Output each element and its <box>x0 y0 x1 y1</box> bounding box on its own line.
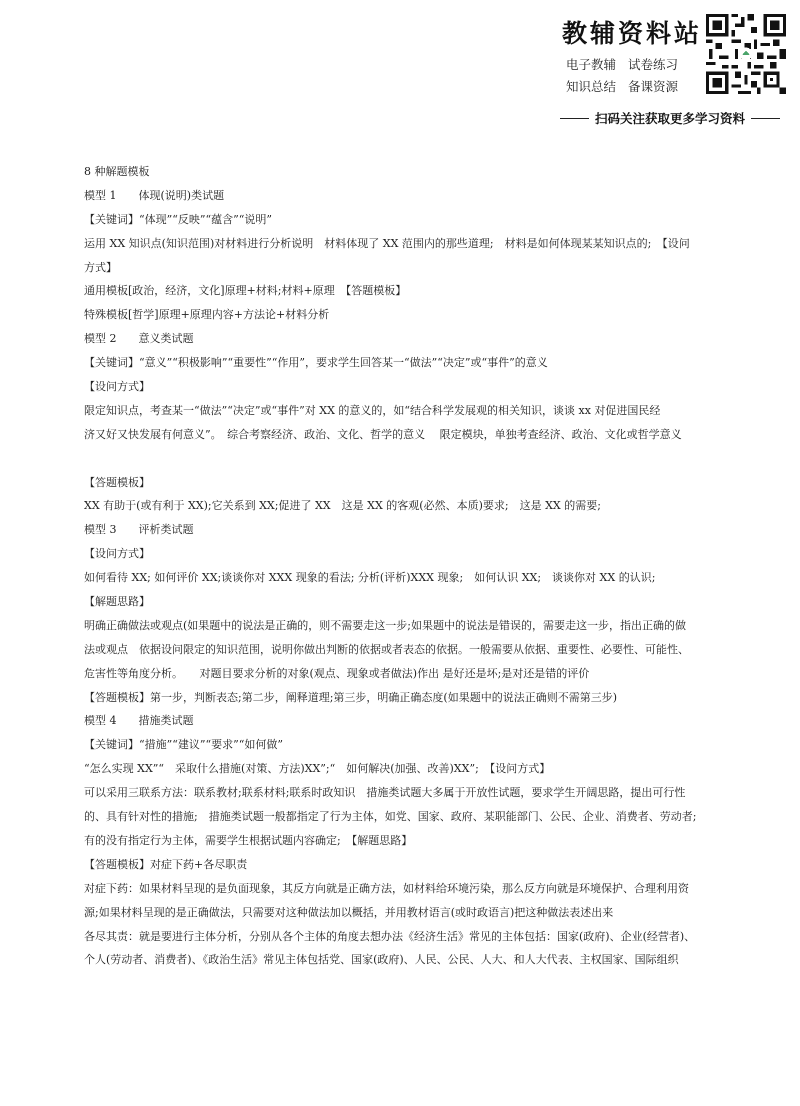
text-line: 对症下药：如果材料呈现的是负面现象，其反方向就是正确方法，如材料给环境污染，那么反方向就是环境保护、合理利用资 <box>84 881 689 895</box>
text-line: 有的没有指定行为主体，需要学生根据试题内容确定; 【解题思路】 <box>84 833 413 847</box>
text-line: 可以采用三联系方法：联系教材;联系材料;联系时政知识 措施类试题大多属于开放性试题，要求学生开阔思路，提出可行性 <box>84 786 686 800</box>
section-heading: 模型 1 体现(说明)类试题 <box>84 188 225 202</box>
text-line: 各尽其责：就是要进行主体分析，分别从各个主体的角度去想办法《经济生活》常见的主体包括：国家(政府)、企业(经营者)、 <box>84 929 696 943</box>
brand-title: 教辅资料站 <box>562 19 703 48</box>
qr-code-icon <box>706 14 786 94</box>
text-line: 明确正确做法或观点(如果题中的说法是正确的，则不需要走这一步;如果题中的说法是错误的，需要走这一步，指出正确的做 <box>84 618 686 632</box>
text-line: 源;如果材料呈现的是正确做法，只需要对这种做法加以概括，并用教材语言(或时政语言)把这种做法表述出来 <box>84 905 614 919</box>
text-line: 方式】 <box>84 260 117 274</box>
divider <box>751 118 780 119</box>
tag-item: 试卷练习 <box>628 57 679 72</box>
text-line: 【关键词】“措施”“建议”“要求”“如何做” <box>84 738 283 752</box>
text-line: 如何看待 XX; 如何评价 XX;谈谈你对 XXX 现象的看法; 分析(评析)XXX 现象; 如何认识 XX; 谈谈你对 XX 的认识; <box>84 571 656 585</box>
text-line: 运用 XX 知识点(知识范围)对材料进行分析说明 材料体现了 XX 范围内的那些道理; 材料是如何体现某某知识点的; 【设问 <box>84 236 690 250</box>
brand-tags <box>566 55 701 95</box>
text-line: 限定知识点，考查某一“做法”“决定”或“事件”对 XX 的意义的，如“结合科学发展观的相关知识，谈谈 xx 对促进国民经 <box>84 403 661 417</box>
text-line: “怎么实现 XX”“ 采取什么措施(对策、方法)XX”;“ 如何解决(加强、改善)XX”; 【设问方式】 <box>84 762 551 776</box>
text-line: XX 有助于(或有利于 XX);它关系到 XX;促进了 XX 这是 XX 的客观(必然、本质)要求; 这是 XX 的需要; <box>84 499 601 513</box>
text-line: 法或观点 依据设问限定的知识范围，说明你做出判断的依据或者表态的依据。一般需要从依据、重要性、必要性、可能性、 <box>84 642 689 656</box>
section-heading: 模型 2 意义类试题 <box>84 332 194 346</box>
text-line: 【关键词】“意义”“积极影响”“重要性”“作用”，要求学生回答某一“做法”“决定”或“事件”的意义 <box>84 356 548 370</box>
text-line: 危害性等角度分析。 对题目要求分析的对象(观点、现象或者做法)作出 是好还是坏;是对还是错的评价 <box>84 666 590 680</box>
text-line: 通用模板[政治，经济，文化]原理+材料;材料+原理 【答题模板】 <box>84 284 407 298</box>
text-line: 【答题模板】对症下药+各尽职责 <box>84 857 248 871</box>
divider <box>560 118 589 119</box>
text-line: 【关键词】“体现”“反映”“蕴含”“说明” <box>84 212 272 226</box>
text-line: 个人(劳动者、消费者)、《政治生活》常见主体包括党、国家(政府)、人民、公民、人大、和人大代表、主权国家、国际组织 <box>84 953 679 967</box>
text-line: 【设问方式】 <box>84 380 150 394</box>
text-line: 【解题思路】 <box>84 595 150 609</box>
page-header <box>0 0 800 135</box>
slogan <box>560 109 780 127</box>
blank-line <box>84 447 732 471</box>
text-line: 【设问方式】 <box>84 547 150 561</box>
section-heading: 模型 4 措施类试题 <box>84 714 194 728</box>
doc-title: 8 种解题模板 <box>84 165 150 178</box>
section-heading: 模型 3 评析类试题 <box>84 523 194 537</box>
text-line: 特殊模板[哲学]原理+原理内容+方法论+材料分析 <box>84 308 330 322</box>
text-line: 的、具有针对性的措施; 措施类试题一般都指定了行为主体，如党、国家、政府、某职能部门、公民、企业、消费者、劳动者; <box>84 810 697 824</box>
text-line: 【答题模板】 <box>84 475 150 489</box>
document-body <box>84 160 732 972</box>
text-line: 【答题模板】第一步，判断表态;第二步，阐释道理;第三步，明确正确态度(如果题中的说法正确则不需第三步) <box>84 690 617 704</box>
tag-item: 知识总结 <box>566 79 617 94</box>
tag-item: 备课资源 <box>628 79 679 94</box>
tag-item: 电子教辅 <box>566 57 617 72</box>
slogan-text: 扫码关注获取更多学习资料 <box>595 111 746 126</box>
text-line: 济又好又快发展有何意义”。 综合考察经济、政治、文化、哲学的意义 限定模块，单独考查经济、政治、文化或哲学意义 <box>84 427 682 441</box>
